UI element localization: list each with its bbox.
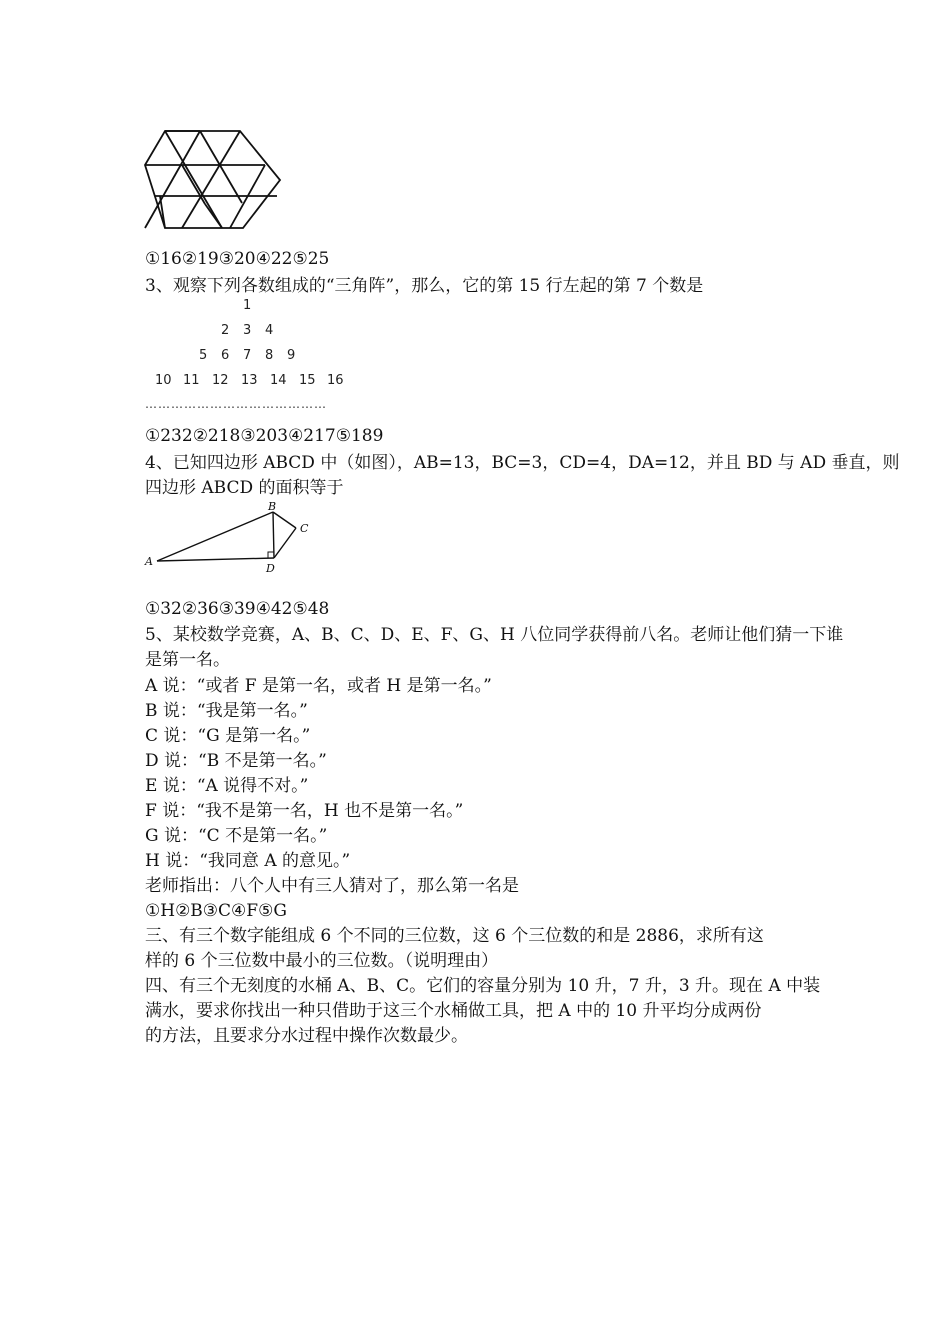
segment-ad	[157, 558, 274, 561]
q5-question-line1: 5、某校数学竞赛，A、B、C、D、E、F、G、H 八位同学获得前八名。老师让他们猜一下谁	[145, 625, 844, 645]
statement-h: H 说：“我同意 A 的意见。”	[145, 851, 351, 871]
segment-cd	[274, 528, 296, 558]
part3-line1: 三、有三个数字能组成 6 个不同的三位数，这 6 个三位数的和是 2886，求所有这	[145, 926, 764, 946]
triangle-number: 8	[265, 348, 274, 363]
triangle-number: 16	[327, 373, 344, 388]
q4-question-line2: 四边形 ABCD 的面积等于	[145, 478, 344, 498]
statement-e: E 说：“A 说得不对。”	[145, 776, 309, 796]
label-c: C	[300, 522, 309, 535]
part4-line2: 满水，要求你找出一种只借助于这三个水桶做工具，把 A 中的 10 升平均分成两份	[145, 1001, 762, 1021]
quadrilateral-abcd-figure	[140, 497, 320, 579]
segment-ab	[157, 512, 273, 561]
q4-options: ①32②36③39④42⑤48	[145, 599, 330, 619]
teacher-note: 老师指出：八个人中有三人猜对了，那么第一名是	[145, 876, 519, 896]
triangle-number: 13	[241, 373, 258, 388]
q3-question: 3、观察下列各数组成的“三角阵”，那么，它的第 15 行左起的第 7 个数是	[145, 276, 704, 296]
q5-options: ①H②B③C④F⑤G	[145, 901, 287, 921]
triangle-number: 6	[221, 348, 230, 363]
triangle-number: 4	[265, 323, 274, 338]
label-b: B	[268, 500, 277, 513]
segment-bc	[273, 512, 296, 528]
q4-question-line1: 4、已知四边形 ABCD 中（如图），AB=13，BC=3，CD=4，DA=12，并且 BD 与 AD 垂直，则	[145, 453, 900, 473]
statement-a: A 说：“或者 F 是第一名，或者 H 是第一名。”	[145, 676, 492, 696]
ellipsis-dots: ……………………………………	[145, 397, 327, 411]
statement-f: F 说：“我不是第一名，H 也不是第一名。”	[145, 801, 464, 821]
triangle-number: 10	[155, 373, 172, 388]
triangle-number: 9	[287, 348, 296, 363]
right-angle-mark	[268, 552, 274, 558]
label-a: A	[145, 555, 153, 568]
triangle-number: 2	[221, 323, 230, 338]
grid-line	[182, 165, 205, 204]
triangle-number: 3	[243, 323, 252, 338]
triangle-number: 5	[199, 348, 208, 363]
grid-line	[145, 131, 200, 228]
statement-b: B 说：“我是第一名。”	[145, 701, 308, 721]
statement-g: G 说：“C 不是第一名。”	[145, 826, 328, 846]
q3-options: ①232②218③203④217⑤189	[145, 426, 384, 446]
triangle-number: 12	[212, 373, 229, 388]
statement-c: C 说：“G 是第一名。”	[145, 726, 311, 746]
triangle-number: 1	[243, 298, 252, 313]
grid-line	[200, 131, 242, 203]
part3-line2: 样的 6 个三位数中最小的三位数。（说明理由）	[145, 951, 499, 971]
q2-options: ①16②19③20④22⑤25	[145, 249, 330, 269]
triangle-number: 15	[299, 373, 316, 388]
label-d: D	[266, 562, 275, 575]
grid-line	[205, 204, 222, 228]
q5-question-line2: 是第一名。	[145, 650, 230, 670]
triangle-number: 11	[183, 373, 200, 388]
segment-bd	[273, 512, 274, 558]
statement-d: D 说：“B 不是第一名。”	[145, 751, 327, 771]
triangle-number: 7	[243, 348, 252, 363]
triangle-number: 14	[270, 373, 287, 388]
triangle-hexagon-figure	[140, 128, 282, 230]
grid-line	[165, 131, 222, 228]
part4-line1: 四、有三个无刻度的水桶 A、B、C。它们的容量分别为 10 升，7 升，3 升。现在 A 中装	[145, 976, 821, 996]
part4-line3: 的方法，且要求分水过程中操作次数最少。	[145, 1026, 468, 1046]
